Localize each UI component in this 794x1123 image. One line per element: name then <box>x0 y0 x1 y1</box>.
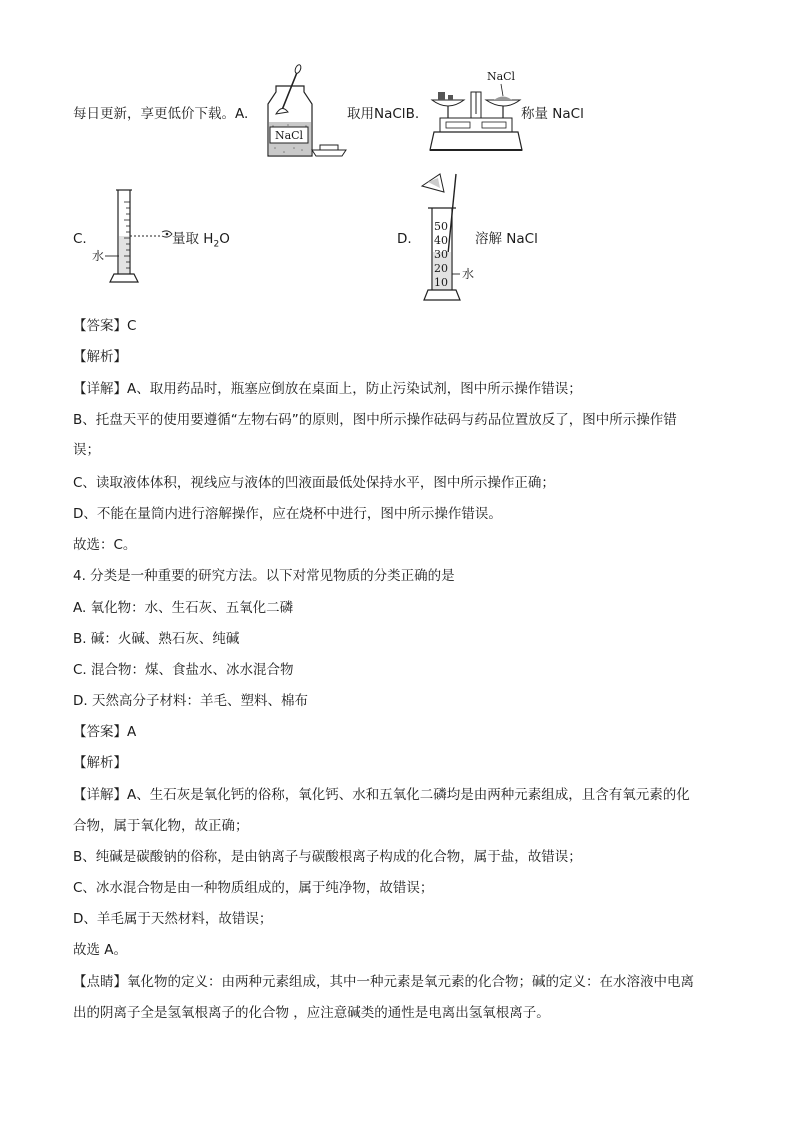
q3-answer: 【答案】C <box>73 318 137 334</box>
q3-conclusion: 故选：C。 <box>73 537 137 553</box>
figure-c-cylinder <box>88 186 173 288</box>
scale-20: 20 <box>434 262 448 275</box>
q3-analysis-title: 【解析】 <box>73 349 127 365</box>
q4-comment-a: 【点睛】氧化物的定义：由两种元素组成，其中一种元素是氧元素的化合物；碱的定义：在水溶液中电离 <box>73 974 694 990</box>
q4-option-a: A. 氧化物：水、生石灰、五氧化二磷 <box>73 600 294 616</box>
q4-conclusion: 故选 A。 <box>73 942 128 958</box>
caption-a: 取用NaCl <box>347 106 406 122</box>
option-d-label: D. <box>397 231 412 247</box>
q3-detail-4: D、不能在量筒内进行溶解操作，应在烧杯中进行，图中所示操作错误。 <box>73 506 502 522</box>
water-label-c: 水 <box>92 249 105 263</box>
q3-detail-1: 【详解】A、取用药品时，瓶塞应倒放在桌面上，防止污染试剂，图中所示操作错误； <box>73 381 582 397</box>
q4-detail-1b: 合物，属于氧化物，故正确； <box>73 818 249 834</box>
q4-detail-1a: 【详解】A、生石灰是氧化钙的俗称，氧化钙、水和五氧化二磷均是由两种元素组成，且含有氧元素的化 <box>73 787 690 803</box>
figure-a-take-nacl <box>258 64 348 159</box>
bottle-label: NaCl <box>274 129 304 142</box>
q4-detail-2: B、纯碱是碳酸钠的俗称，是由钠离子与碳酸根离子构成的化合物，属于盐，故错误； <box>73 849 582 865</box>
q4-detail-3: C、冰水混合物是由一种物质组成的，属于纯净物，故错误； <box>73 880 434 896</box>
q3-detail-3: C、读取液体体积，视线应与液体的凹液面最低处保持水平，图中所示操作正确； <box>73 475 555 491</box>
q3-detail-2a: B、托盘天平的使用要遵循“左物右码”的原则，图中所示操作砝码与药品位置放反了，图中所示操作错 <box>73 412 677 428</box>
q4-analysis-title: 【解析】 <box>73 755 127 771</box>
option-b-label: B. <box>405 106 420 122</box>
figure-b-balance <box>428 68 524 158</box>
header-text: 每日更新，享更低价下载。A. <box>73 106 249 122</box>
option-c-label: C. <box>73 231 87 247</box>
q4-detail-4: D、羊毛属于天然材料，故错误； <box>73 911 273 927</box>
q4-option-c: C. 混合物：煤、食盐水、冰水混合物 <box>73 662 294 678</box>
q4-comment-b: 出的阴离子全是氢氧根离子的化合物 ，应注意碱类的通性是电离出氢氧根离子。 <box>73 1005 550 1021</box>
q3-detail-2b: 误； <box>73 442 100 458</box>
caption-c: 量取 $H_2O$ <box>172 231 230 250</box>
q4-option-b: B. 碱：火碱、熟石灰、纯碱 <box>73 631 240 647</box>
scale-30: 30 <box>434 248 448 261</box>
q4-option-d: D. 天然高分子材料：羊毛、塑料、棉布 <box>73 693 308 709</box>
scale-10: 10 <box>434 276 448 289</box>
q4-answer: 【答案】A <box>73 724 137 740</box>
q4-stem: 4. 分类是一种重要的研究方法。以下对常见物质的分类正确的是 <box>73 568 455 584</box>
scale-50: 50 <box>434 220 448 233</box>
caption-b: 称量 NaCl <box>521 106 584 122</box>
water-label-d: 水 <box>462 267 475 281</box>
caption-d: 溶解 NaCl <box>475 231 538 247</box>
scale-40: 40 <box>434 234 448 247</box>
balance-label: NaCl <box>486 70 516 83</box>
